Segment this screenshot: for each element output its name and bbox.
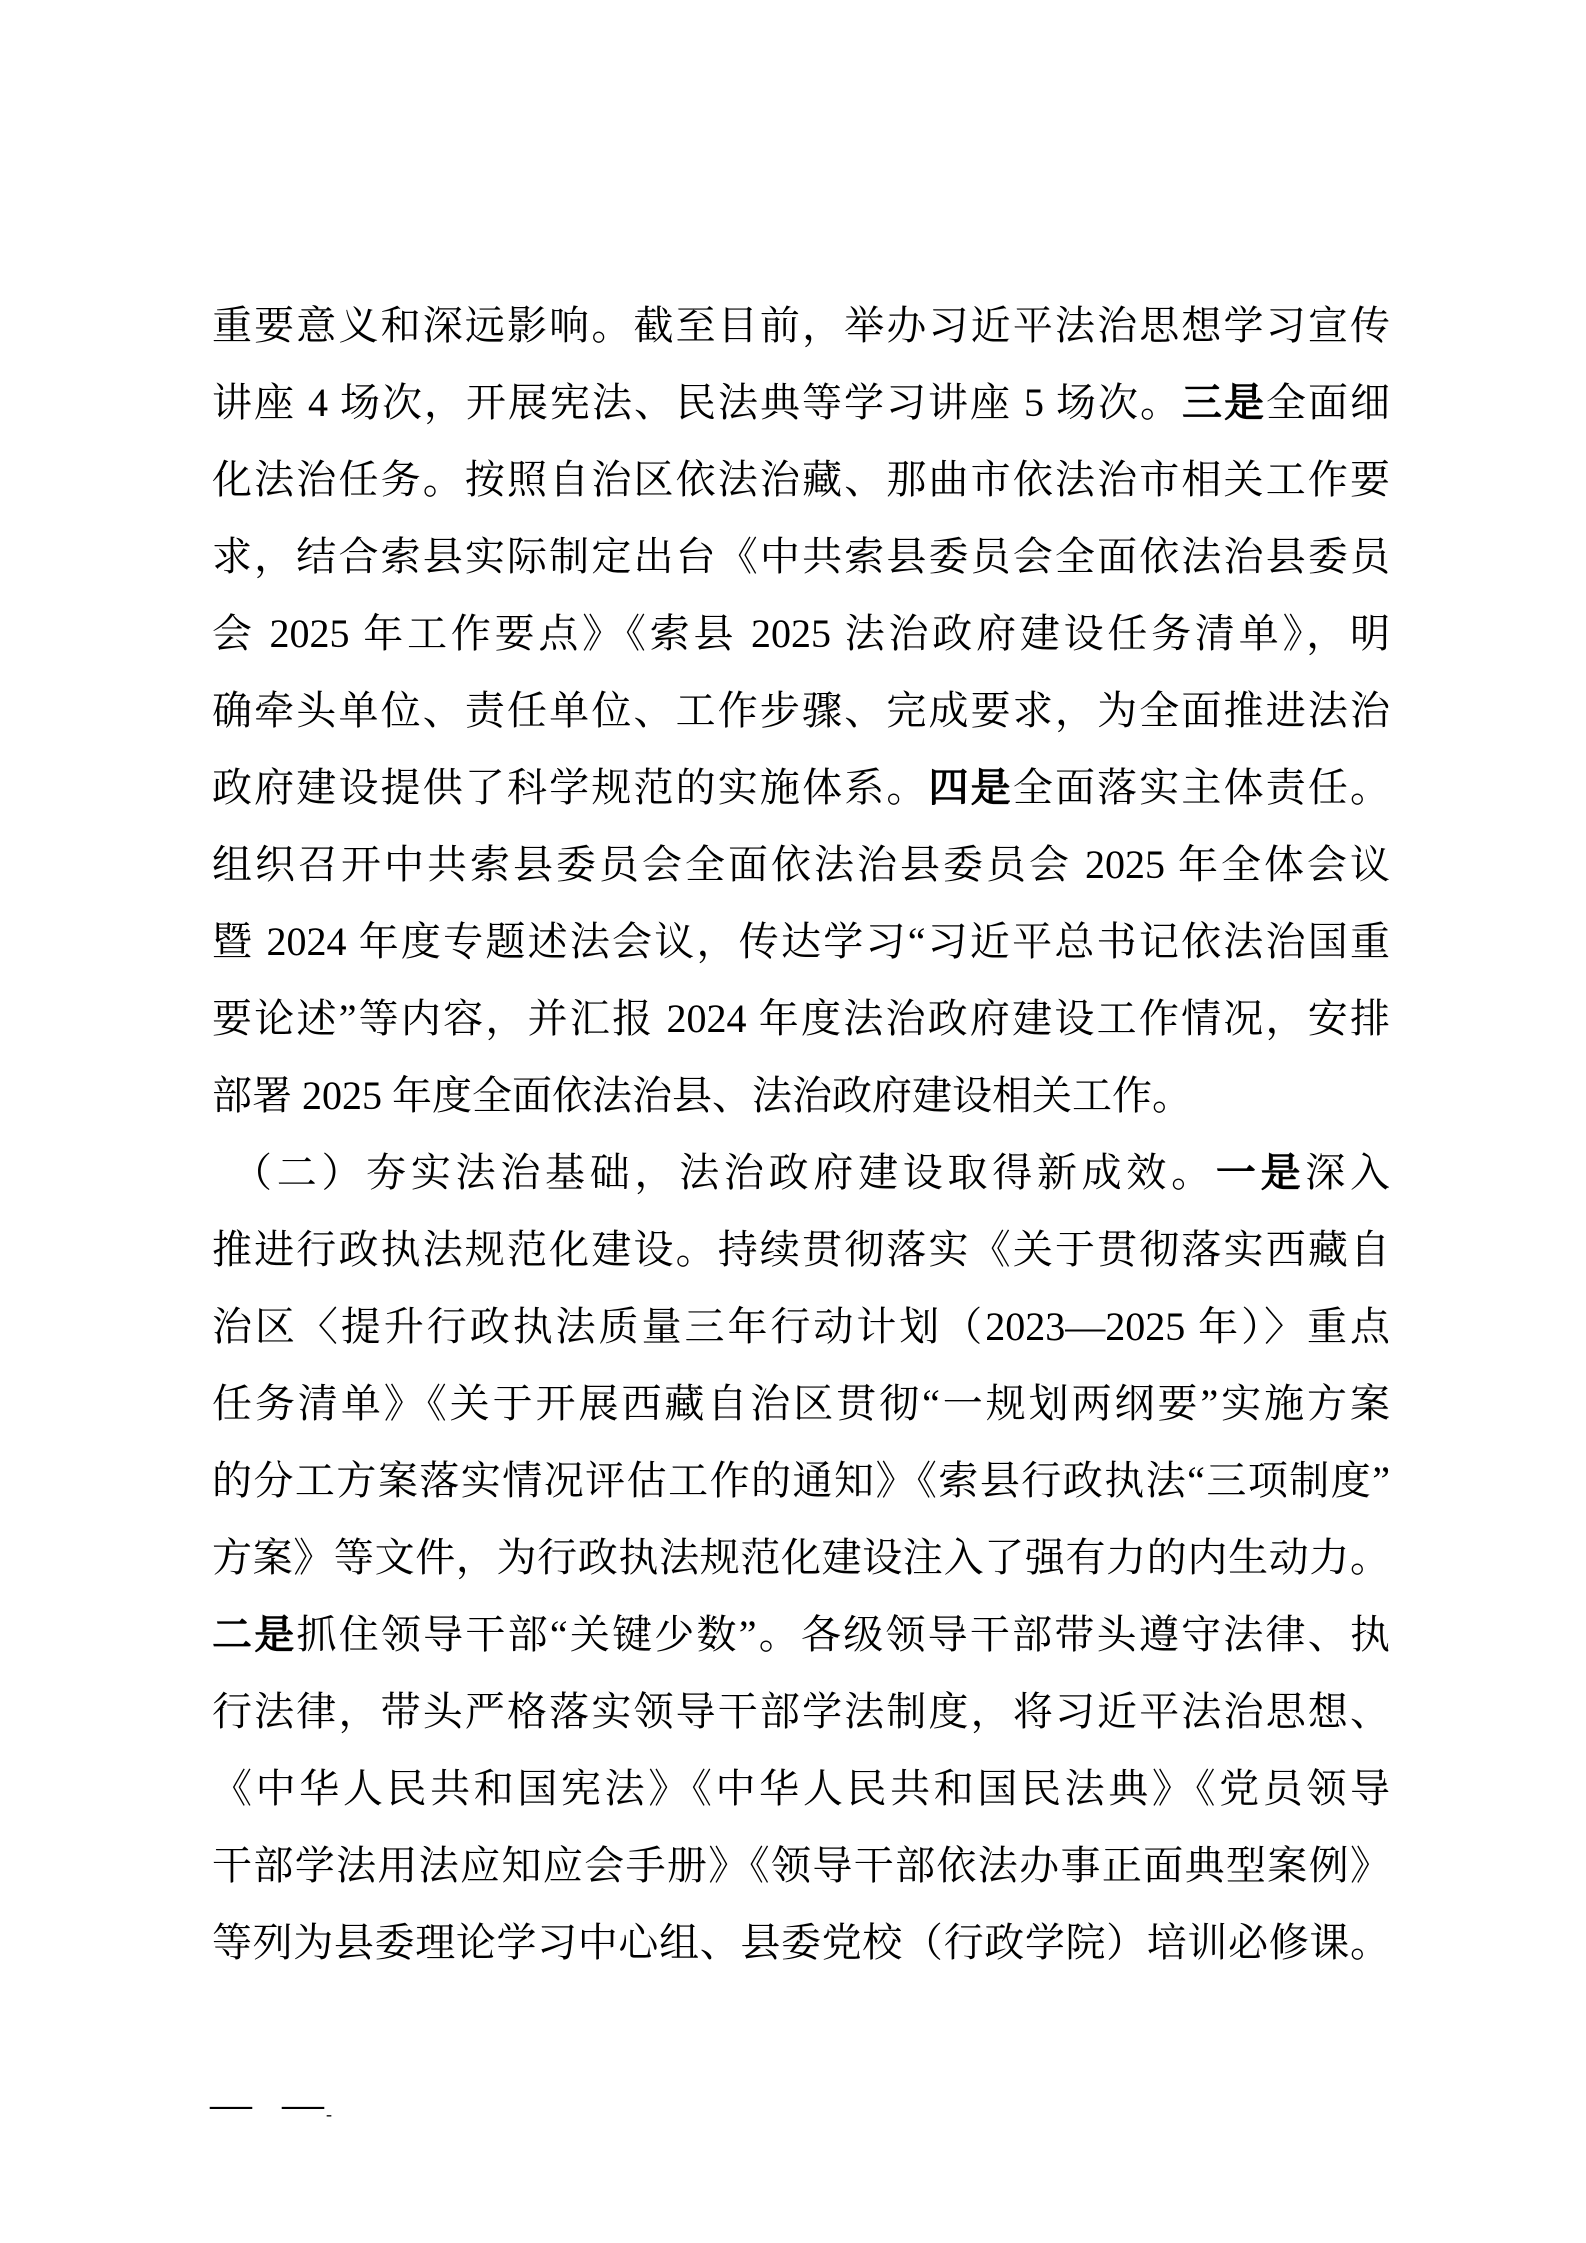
- body-text: 任务清单》《关于开展西藏自治区贯彻“一规划两纲要”实施方案: [212, 1381, 1390, 1426]
- text-line: [212, 1057, 1390, 1134]
- emphasis-text: 三是: [1182, 380, 1266, 425]
- page-footer: [210, 2084, 332, 2135]
- body-text: （二）夯实法治基础，法治政府建设取得新成效。: [232, 1150, 1216, 1195]
- text-line: [212, 903, 1390, 980]
- body-text: 会 2025 年工作要点》《索县 2025 法治政府建设任务清单》，明: [212, 611, 1390, 656]
- text-line: [212, 1673, 1390, 1750]
- text-line: [212, 672, 1390, 749]
- text-line: [212, 1134, 1390, 1211]
- text-line: [212, 518, 1390, 595]
- text-line: [212, 1827, 1390, 1904]
- text-line: [212, 1365, 1390, 1442]
- body-text: 干部学法用法应知应会手册》《领导干部依法办事正面典型案例》: [212, 1843, 1390, 1888]
- body-text: 治区〈提升行政执法质量三年行动计划（2023—2025 年）〉重点: [212, 1304, 1390, 1349]
- body-text: 部署 2025 年度全面依法治县、法治政府建设相关工作。: [212, 1073, 1192, 1118]
- text-line: [212, 1442, 1390, 1519]
- text-line: [212, 1211, 1390, 1288]
- body-text: 抓住领导干部“关键少数”。各级领导干部带头遵守法律、执: [296, 1612, 1390, 1657]
- body-text: 讲座 4 场次，开展宪法、民法典等学习讲座 5 场次。: [212, 380, 1182, 425]
- body-text: 行法律，带头严格落实领导干部学法制度，将习近平法治思想、: [212, 1689, 1390, 1734]
- body-text: 重要意义和深远影响。截至目前，举办习近平法治思想学习宣传: [212, 303, 1390, 348]
- text-line: [212, 441, 1390, 518]
- text-line: [212, 1904, 1390, 1981]
- text-line: [212, 749, 1390, 826]
- text-line: [212, 980, 1390, 1057]
- text-line: [212, 1288, 1390, 1365]
- footer-dash-right: —: [282, 2082, 324, 2128]
- body-text: 推进行政执法规范化建设。持续贯彻落实《关于贯彻落实西藏自: [212, 1227, 1390, 1272]
- text-line: [212, 826, 1390, 903]
- body-text: 方案》等文件，为行政执法规范化建设注入了强有力的内生动力。: [212, 1535, 1390, 1580]
- body-text: 求，结合索县实际制定出台《中共索县委员会全面依法治县委员: [212, 534, 1390, 579]
- text-line: [212, 364, 1390, 441]
- text-line: [212, 1596, 1390, 1673]
- footer-dash-left: —: [210, 2082, 252, 2128]
- body-text: 《中华人民共和国宪法》《中华人民共和国民法典》《党员领导: [212, 1766, 1390, 1811]
- text-line: [212, 287, 1390, 364]
- body-text: 暨 2024 年度专题述法会议，传达学习“习近平总书记依法治国重: [212, 919, 1390, 964]
- body-text: 政府建设提供了科学规范的实施体系。: [212, 765, 929, 810]
- emphasis-text: 一是: [1215, 1150, 1306, 1195]
- body-text: 的分工方案落实情况评估工作的通知》《索县行政执法“三项制度”: [212, 1458, 1390, 1503]
- body-text: 要论述”等内容，并汇报 2024 年度法治政府建设工作情况，安排: [212, 996, 1390, 1041]
- emphasis-text: 二是: [212, 1612, 297, 1657]
- body-text: 化法治任务。按照自治区依法治藏、那曲市依法治市相关工作要: [212, 457, 1390, 502]
- document-body: [212, 287, 1390, 1981]
- text-line: [212, 1519, 1390, 1596]
- text-line: [212, 595, 1390, 672]
- body-text: 全面落实主体责任。: [1012, 765, 1390, 810]
- emphasis-text: 四是: [928, 765, 1013, 810]
- body-text: 深入: [1305, 1150, 1390, 1195]
- text-line: [212, 1750, 1390, 1827]
- body-text: 组织召开中共索县委员会全面依法治县委员会 2025 年全体会议: [212, 842, 1390, 887]
- footer-dash-small: -: [326, 2104, 332, 2124]
- body-text: 全面细: [1266, 380, 1390, 425]
- body-text: 确牵头单位、责任单位、工作步骤、完成要求，为全面推进法治: [212, 688, 1390, 733]
- body-text: 等列为县委理论学习中心组、县委党校（行政学院）培训必修课。: [212, 1920, 1390, 1965]
